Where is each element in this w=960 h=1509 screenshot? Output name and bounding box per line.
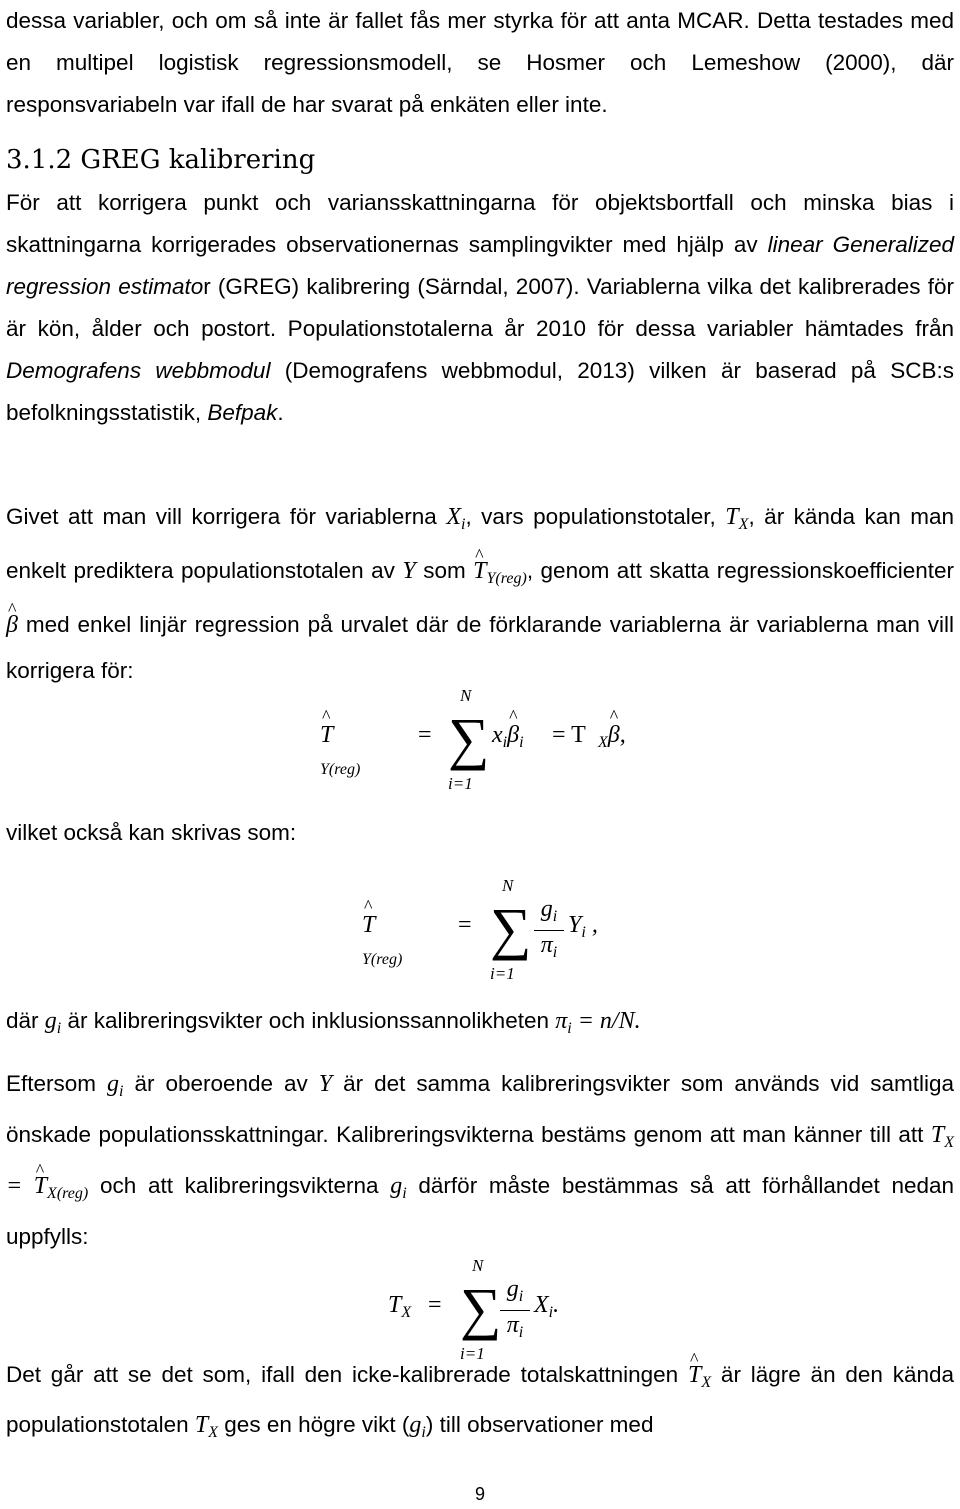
paragraph-also: vilket också kan skrivas som: [6, 820, 297, 845]
math-inline: $g_i$ [409, 1412, 426, 1441]
paragraph-greg [6, 182, 954, 434]
text-run: är kalibreringsvikter och inklusionssannolikheten [61, 1008, 556, 1033]
math-inline: $g_i$ [44, 1008, 62, 1037]
text-run: därför måste bestämmas så att förhållandet nedan uppfylls: [6, 1173, 955, 1249]
text-run: är lägre än den kända populationstotalen [6, 1362, 955, 1437]
math-inline: ^ $T_X$ [688, 1362, 711, 1388]
text-run: som [415, 558, 474, 583]
text-run: , vars populationstotaler, [465, 504, 726, 529]
text-run: (Demografens webbmodul, 2013) vilken är baserad på SCB:s befolkningsstatistik, [6, 358, 954, 425]
math-inline: $T_X$ [725, 504, 749, 533]
paragraph-given [6, 494, 954, 694]
text-run: ges en högre vikt ( [218, 1412, 410, 1437]
document-page: dessa variabler, och om så inte är fallet fås mer styrka för att anta MCAR. Detta testades med en multipel logistisk regressionsmodell, se Hosmer och Lemeshow (2000), där responsvariabeln var ifall de har svarat på enkäten eller inte. 3.1.2 GREG kalibrering För att korrigera punkt och variansskattningarna för objektsbortfall och minska bias i skattningarna korrigerades observationernas samplingvikter med hjälp av linear Generalized regression estimator (GREG) kalibrering (Särndal, 2007). Variablerna vilka det kalibrerades för är kön, ålder och postort. Populationstotalerna år 2010 för dessa variabler hämtades från Demografens webbmodul (Demografens webbmodul, 2013) vilken är baserad på SCB:s befolkningsstatistik, Befpak. Givet att man vill korrigera för variablerna $X_i$, vars populationstotaler, $T_X$, är kända kan man enkelt prediktera populationstotalen av Y som ^ $T_{Y(reg)}$, genom att skatta regressionskoefficienter ^ β med enkel linjär regression på urvalet där de förklarande variablerna är variablerna man vill korrigera för: ^ $T_{Y(reg)}$ = N ∑ i=1 $x_i\^{}$ $\beta_i$ = T $_X$^ β, vilket också kan skrivas som: ^ $T_{Y(reg)}$ = N ∑ i=1 $g_i$ $\pi_i$ $Y_i$ , där $g_i$ är kalibreringsvikter och inklusionssannolikheten $\pi_i = n/N$. Eftersom $g_i$ är oberoende av Y är det samma kalibreringsvikter som används vid samtliga önskade populationsskattningar. Kalibreringsvikterna bestäms genom att man känner till att $T_X$ = ^ $T_{X(reg)}$ och att kalibreringsvikterna $g_i$ därför måste bestämmas så att förhållandet nedan uppfylls: $T_X$ = N ∑ i=1 $g_i$ $\pi_i$ $X_i$. Det går att se det som, ifall den icke-kalibrerade totalskattningen ^ $T_X$ är lägre än den kända populationstotalen $T_X$ ges en högre vikt $(g_i)$ till observationer med 9 [0, 0, 960, 1509]
paragraph-where [6, 1000, 954, 1050]
math-inline: ^ $T_{Y(reg)}$ [473, 558, 527, 584]
text-run-italic: Demografens webbmodul [6, 358, 271, 383]
math-inline: $\pi_i = n/N$. [555, 1008, 641, 1037]
text-run: ) till observationer med [425, 1412, 654, 1437]
text-run: är det samma kalibreringsvikter som används vid samtliga önskade populationsskattningar. Kalibreringsvikterna bestäms genom att man känner till att [6, 1071, 954, 1147]
math-inline: $T_X$ [194, 1412, 219, 1441]
math-inline: $g_i$ [390, 1173, 407, 1202]
paragraph-since [6, 1062, 954, 1258]
text-run: är oberoende av [123, 1071, 319, 1096]
text-run: med enkel linjär regression på urvalet där de förklarande variablerna är variablerna man vill korrigera för: [6, 612, 954, 683]
text-run: , är kända kan man enkelt prediktera populationstotalen av [6, 504, 954, 583]
text-run-italic: linear Generalized regression estimato [6, 232, 954, 299]
math-inline: Y [318, 1071, 333, 1097]
text-run: Eftersom [6, 1071, 108, 1096]
math-inline: Y [402, 558, 416, 584]
paragraph-conclusion [6, 1354, 954, 1454]
text-run: . [277, 400, 284, 425]
text-run: Givet att man vill korrigera för variablerna [6, 504, 447, 529]
section-heading: 3.1.2 GREG kalibrering [6, 145, 316, 175]
text-run: där [6, 1008, 45, 1033]
text-run: Det går att se det som, ifall den icke-kalibrerade totalskattningen [6, 1362, 688, 1387]
page-number: 9 [474, 1484, 485, 1504]
math-inline: $X_i$ [446, 504, 466, 533]
text-run: och att kalibreringsvikterna [88, 1173, 391, 1198]
math-inline: ^ β [6, 612, 18, 638]
text-run: , genom att skatta regressionskoefficienter [526, 558, 954, 583]
text-run: För att korrigera punkt och variansskattningarna för objektsbortfall och minska bias i skattningarna korrigerades observationernas samplingvikter med hjälp av [6, 190, 954, 257]
text-run-italic: Befpak [207, 400, 278, 425]
math-inline: $g_i$ [107, 1071, 124, 1100]
text-run: r (GREG) kalibrering (Särndal, 2007). Variablerna vilka det kalibrerades för är kön, ålder och postort. Populationstotalerna år 2010 för dessa variabler hämtades från [6, 274, 954, 341]
paragraph-intro: dessa variabler, och om så inte är fallet fås mer styrka för att anta MCAR. Detta testades med en multipel logistisk regressionsmodell, se Hosmer och Lemeshow (2000), där responsvariabeln var ifall de har svarat på enkäten eller inte. [6, 8, 954, 117]
math-inline: $T_X$ = ^ $T_{X(reg)}$ [6, 1122, 954, 1199]
